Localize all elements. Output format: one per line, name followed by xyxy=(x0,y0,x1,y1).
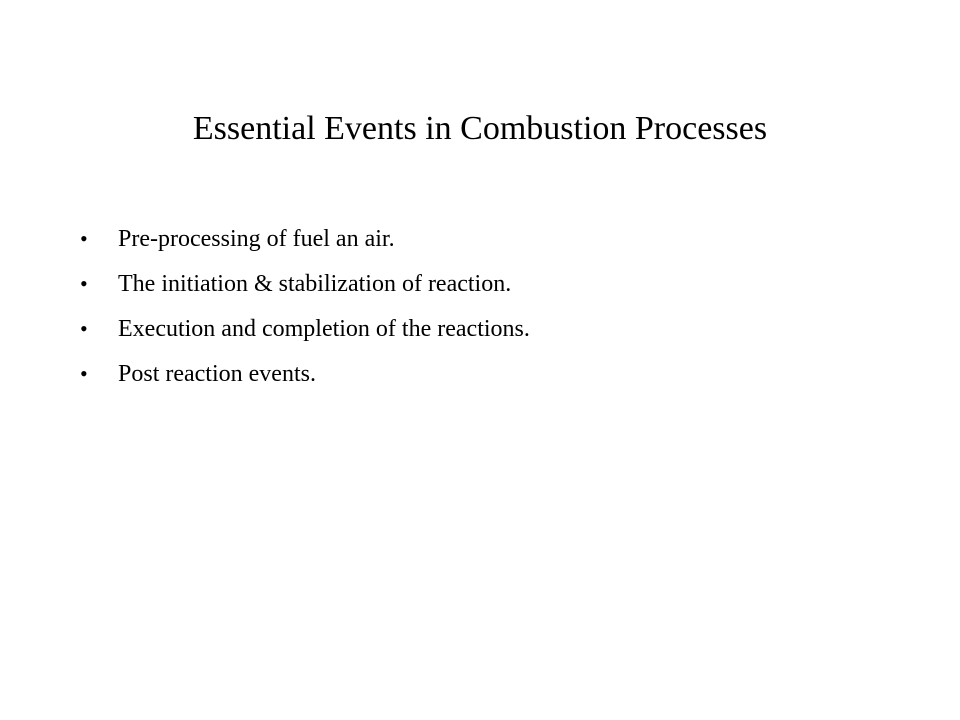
list-item-text: The initiation & stabilization of reaction. xyxy=(118,271,512,297)
bullet-dot-icon: • xyxy=(80,226,88,251)
list-item-text: Post reaction events. xyxy=(118,361,316,387)
list-item xyxy=(80,216,530,261)
bullet-dot-icon: • xyxy=(80,316,88,341)
list-item xyxy=(80,261,530,306)
bullet-dot-icon: • xyxy=(80,361,88,386)
list-item xyxy=(80,351,530,396)
slide-title: Essential Events in Combustion Processes xyxy=(192,110,768,147)
list-item xyxy=(80,306,530,351)
list-item-text: Execution and completion of the reactions. xyxy=(118,316,530,342)
list-item-text: Pre-processing of fuel an air. xyxy=(118,226,395,252)
bullet-list xyxy=(80,216,530,396)
bullet-dot-icon: • xyxy=(80,271,88,296)
